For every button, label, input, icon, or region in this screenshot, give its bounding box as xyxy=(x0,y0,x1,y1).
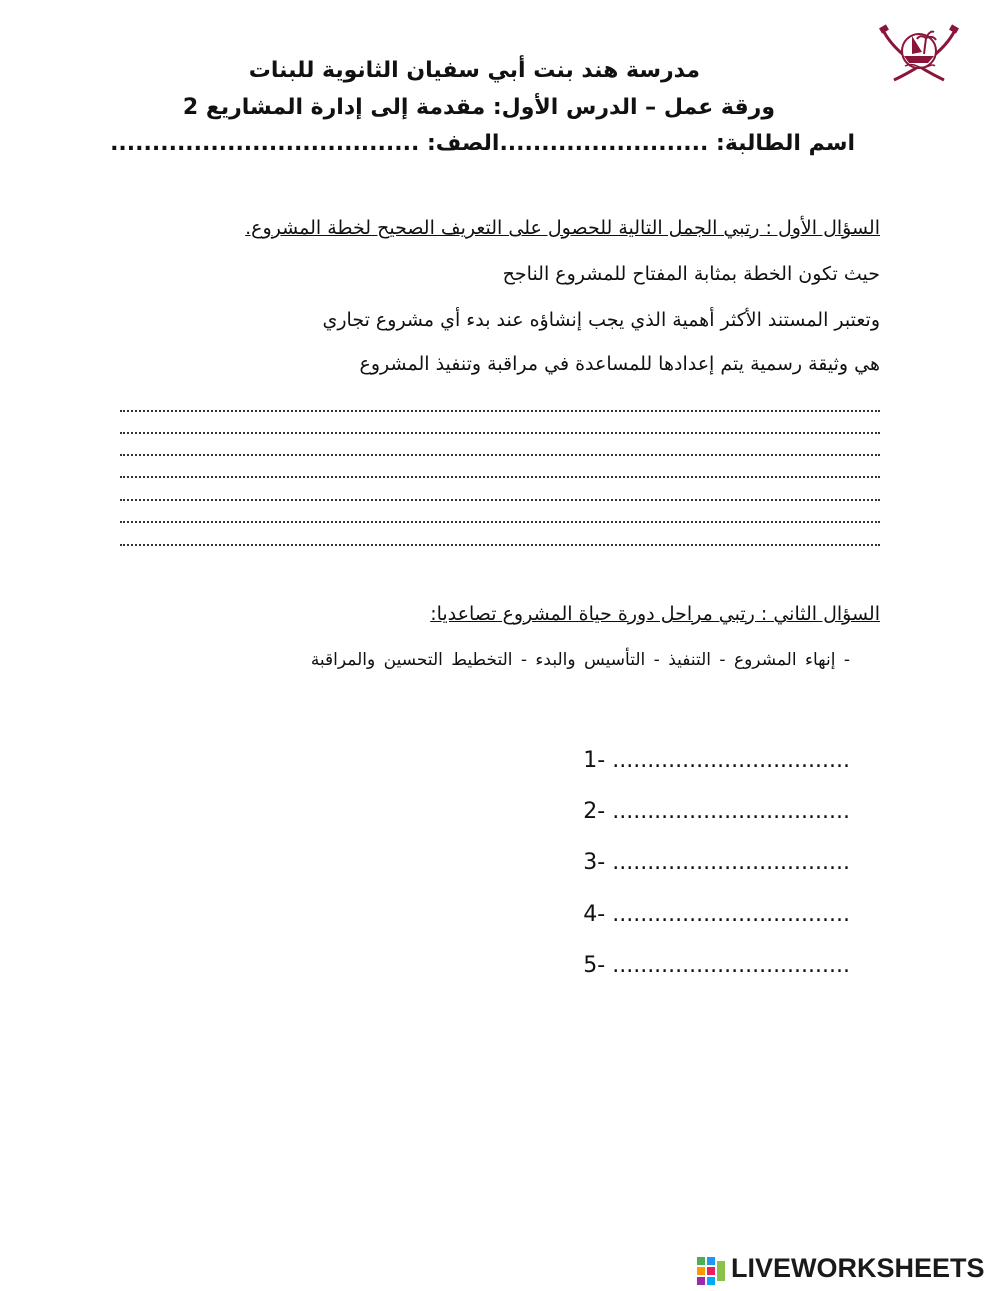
answer-line[interactable] xyxy=(120,454,880,456)
answer-blank-4[interactable]: 4- .................................. xyxy=(583,902,850,927)
answer-line[interactable] xyxy=(120,432,880,434)
answer-blank-1[interactable]: 1- .................................. xyxy=(583,748,850,773)
liveworksheets-logo: LIVEWORKSHEETS xyxy=(731,1253,985,1283)
student-name-field[interactable]: اسم الطالبة: .........................الصف: ..................................... xyxy=(110,131,855,156)
answer-line[interactable] xyxy=(120,544,880,546)
question2-choices: - إنهاء المشروع - التنفيذ - التأسيس والبدء - التخطيط التحسين والمراقبة xyxy=(310,650,850,670)
answer-line[interactable] xyxy=(120,499,880,501)
question2-title: السؤال الثاني : رتبي مراحل دورة حياة المشروع تصاعديا: xyxy=(430,603,880,625)
worksheet-title: ورقة عمل – الدرس الأول: مقدمة إلى إدارة المشاريع 2 xyxy=(182,95,775,120)
answer-line[interactable] xyxy=(120,410,880,412)
question1-sentence[interactable]: وتعتبر المستند الأكثر أهمية الذي يجب إنشاؤه عند بدء أي مشروع تجاري xyxy=(322,309,880,331)
question1-sentence[interactable]: حيث تكون الخطة بمثابة المفتاح للمشروع الناجح xyxy=(502,263,880,285)
qatar-emblem-icon xyxy=(878,18,960,88)
answer-blank-2[interactable]: 2- .................................. xyxy=(583,799,850,824)
answer-blank-5[interactable]: 5- .................................. xyxy=(583,953,850,978)
answer-line[interactable] xyxy=(120,476,880,478)
question1-sentence[interactable]: هي وثيقة رسمية يتم إعدادها للمساعدة في مراقبة وتنفيذ المشروع xyxy=(359,353,880,375)
liveworksheets-logo-icon xyxy=(697,1257,727,1285)
answer-blank-3[interactable]: 3- .................................. xyxy=(583,850,850,875)
school-name: مدرسة هند بنت أبي سفيان الثانوية للبنات xyxy=(248,58,700,83)
question1-title: السؤال الأول : رتبي الجمل التالية للحصول على التعريف الصحيح لخطة المشروع. xyxy=(245,217,880,239)
answer-line[interactable] xyxy=(120,521,880,523)
